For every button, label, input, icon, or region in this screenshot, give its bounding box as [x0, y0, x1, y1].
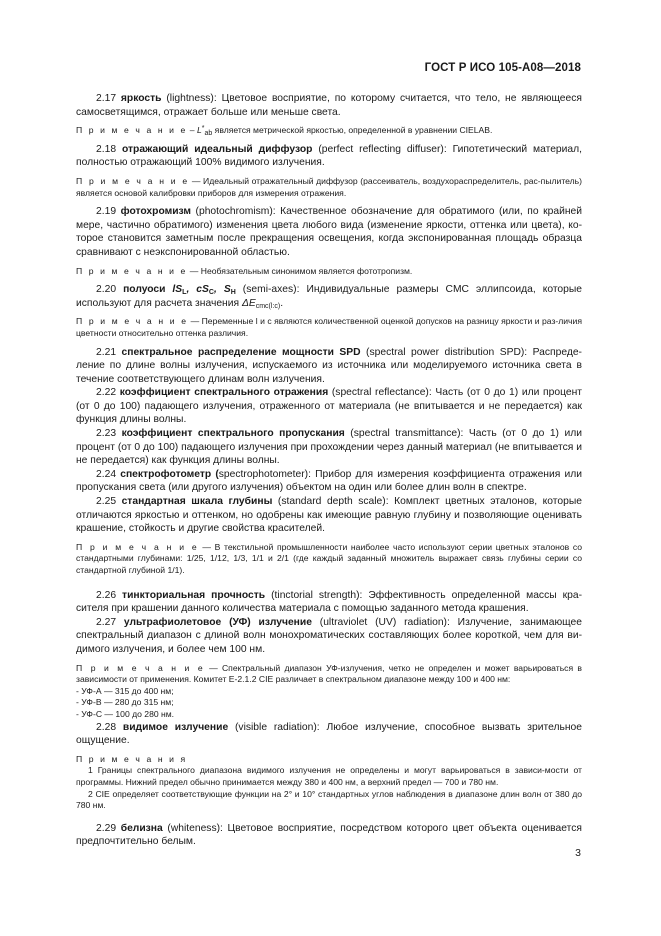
term-2-21: 2.21 спектральное распределение мощности SPD (spectral power distribution SPD): Распреде-ление по длине волны излучения, испускаемого из источника или моделируемого источника света в течение соответствующего длинам волн излучения.: [76, 346, 582, 385]
standard-header: ГОСТ Р ИСО 105-A08—2018: [424, 62, 581, 74]
note-2-19: П р и м е ч а н и е — Необязательным синонимом является фототропизм.: [76, 265, 413, 276]
note-2-18: П р и м е ч а н и е — Идеальный отражательный диффузор (рассеиватель, воздухораспределитель, рас-пылитель) является основой калибровки приборов для измерения отражения.: [76, 175, 582, 198]
term-2-24: 2.24 спектрофотометр (spectrophotometer): Прибор для измерения коэффициента отражения или пропускания света (или другого излучения) объектом на один или более длин волн в спектре.: [76, 468, 582, 494]
term-2-18: 2.18 отражающий идеальный диффузор (perfect reflecting diffuser): Гипотетический материал, полностью отражающий 100% видимого излучения.: [76, 143, 582, 169]
note-2-27: П р и м е ч а н и е — Спектральный диапазон УФ-излучения, четко не определен и может варьироваться в зависимости от применения. Комитет Е-2.1.2 CIE различает в спектральном диапазоне между 100 и 400 нм:: [76, 662, 582, 685]
note-2-25: П р и м е ч а н и е — В текстильной промышленности наиболее часто используют серии цветных эталонов со стандартными глубинами: 1/25, 1/12, 1/3, 1/1 и 2/1 (где каждый заданный множитель выражает связь глубины серии со стандартной глубиной 1/1).: [76, 541, 583, 575]
term-2-29: 2.29 белизна (whiteness): Цветовое восприятие, посредством которого цвет объекта оценивается предпочтительно белым.: [76, 822, 582, 848]
page-content: [76, 92, 582, 849]
page-number: 3: [575, 847, 581, 859]
term-2-22: 2.22 коэффициент спектрального отражения (spectral reflectance): Часть (от 0 до 1) или процент (от 0 до 100) падающего излучения, отраженного от материала (не впитывается и не передается) как функция длины волны.: [76, 387, 582, 426]
term-2-25: 2.25 стандартная шкала глубины (standard depth scale): Комплект цветных эталонов, которые отличаются яркостью и оттенком, но одобрены как имеющие равную глубину и позволяющие оценивать крашение, стойкость и другие свойства красителей.: [76, 496, 582, 535]
note-2-28-1: 1 Границы спектрального диапазона видимого излучения не определены и могут варьироваться в зависи-мости от программы. Нижний предел обычно принимается между 380 и 400 нм, а верхний предел — 700 и 780 нм.: [76, 765, 582, 787]
notes-heading: П р и м е ч а н и я: [76, 753, 188, 764]
uv-list-item: - УФ-С — 100 до 280 нм.: [76, 708, 175, 719]
term-2-17: 2.17 яркость (lightness): Цветовое восприятие, по которому считается, что тело, не являющееся самосветящимся, отражает больше или меньше света.: [76, 93, 582, 118]
term-2-19: 2.19 фотохромизм (photochromism): Качественное обозначение для обратимого (или, по крайней мере, частично обратимого) изменения цвета любого вида (изменение яркости, оттенка или цвета), ко-торое становится заметным после прекращения освещения, когда экспонированная площадь образца сравнивают с неэкспонированной областью.: [76, 206, 582, 258]
term-2-26: 2.26 тинкториальная прочность (tinctorial strength): Эффективность определенной массы кра-сителя при крашении данного количества материала с помощью заданного метода крашения.: [76, 589, 582, 615]
term-2-28: 2.28 видимое излучение (visible radiation): Любое излучение, способное вызвать зрительное ощущение.: [76, 721, 582, 747]
note-2-28-2: 2 CIE определяет соответствующие функции на 2° и 10° стандартных углов наблюдения в диапазоне длин волн от 380 до 780 нм.: [76, 788, 582, 811]
term-2-20: 2.20 полуоси $lS_L$, $cS_C$, $S_H$ (semi-axes): Индивидуальные размеры CMC эллипсоида, которые используют для расчета значения $\Delta E_{cmc(l:c)}$.: [76, 284, 582, 310]
uv-list-item: - УФ-В — 280 до 315 нм;: [76, 697, 174, 708]
term-2-27: 2.27 ультрафиолетовое (УФ) излучение (ultraviolet (UV) radiation): Излучение, занимающее спектральный диапазон с длиной волн монохроматических составляющих более короткой, чем для ви-димого излучения, и более чем 100 нм.: [76, 616, 582, 655]
note-2-17: П р и м е ч а н и е – $L^*_{ab}$ является метрической яркостью, определенной в уравнении CIELAB.: [76, 125, 493, 138]
uv-list-item: - УФ-А — 315 до 400 нм;: [76, 685, 174, 696]
note-2-20: П р и м е ч а н и е — Переменные l и c являются количественной оценкой допусков на разницу яркости и раз-личия цветности относительно оттенка различия.: [76, 316, 582, 338]
term-2-23: 2.23 коэффициент спектрального пропускания (spectral transmittance): Часть (от 0 до 1) или процент (от 0 до 100) падающего излучения при прохождении через данный материал (не впитывается и не передается) как функция длины волны.: [76, 428, 582, 467]
